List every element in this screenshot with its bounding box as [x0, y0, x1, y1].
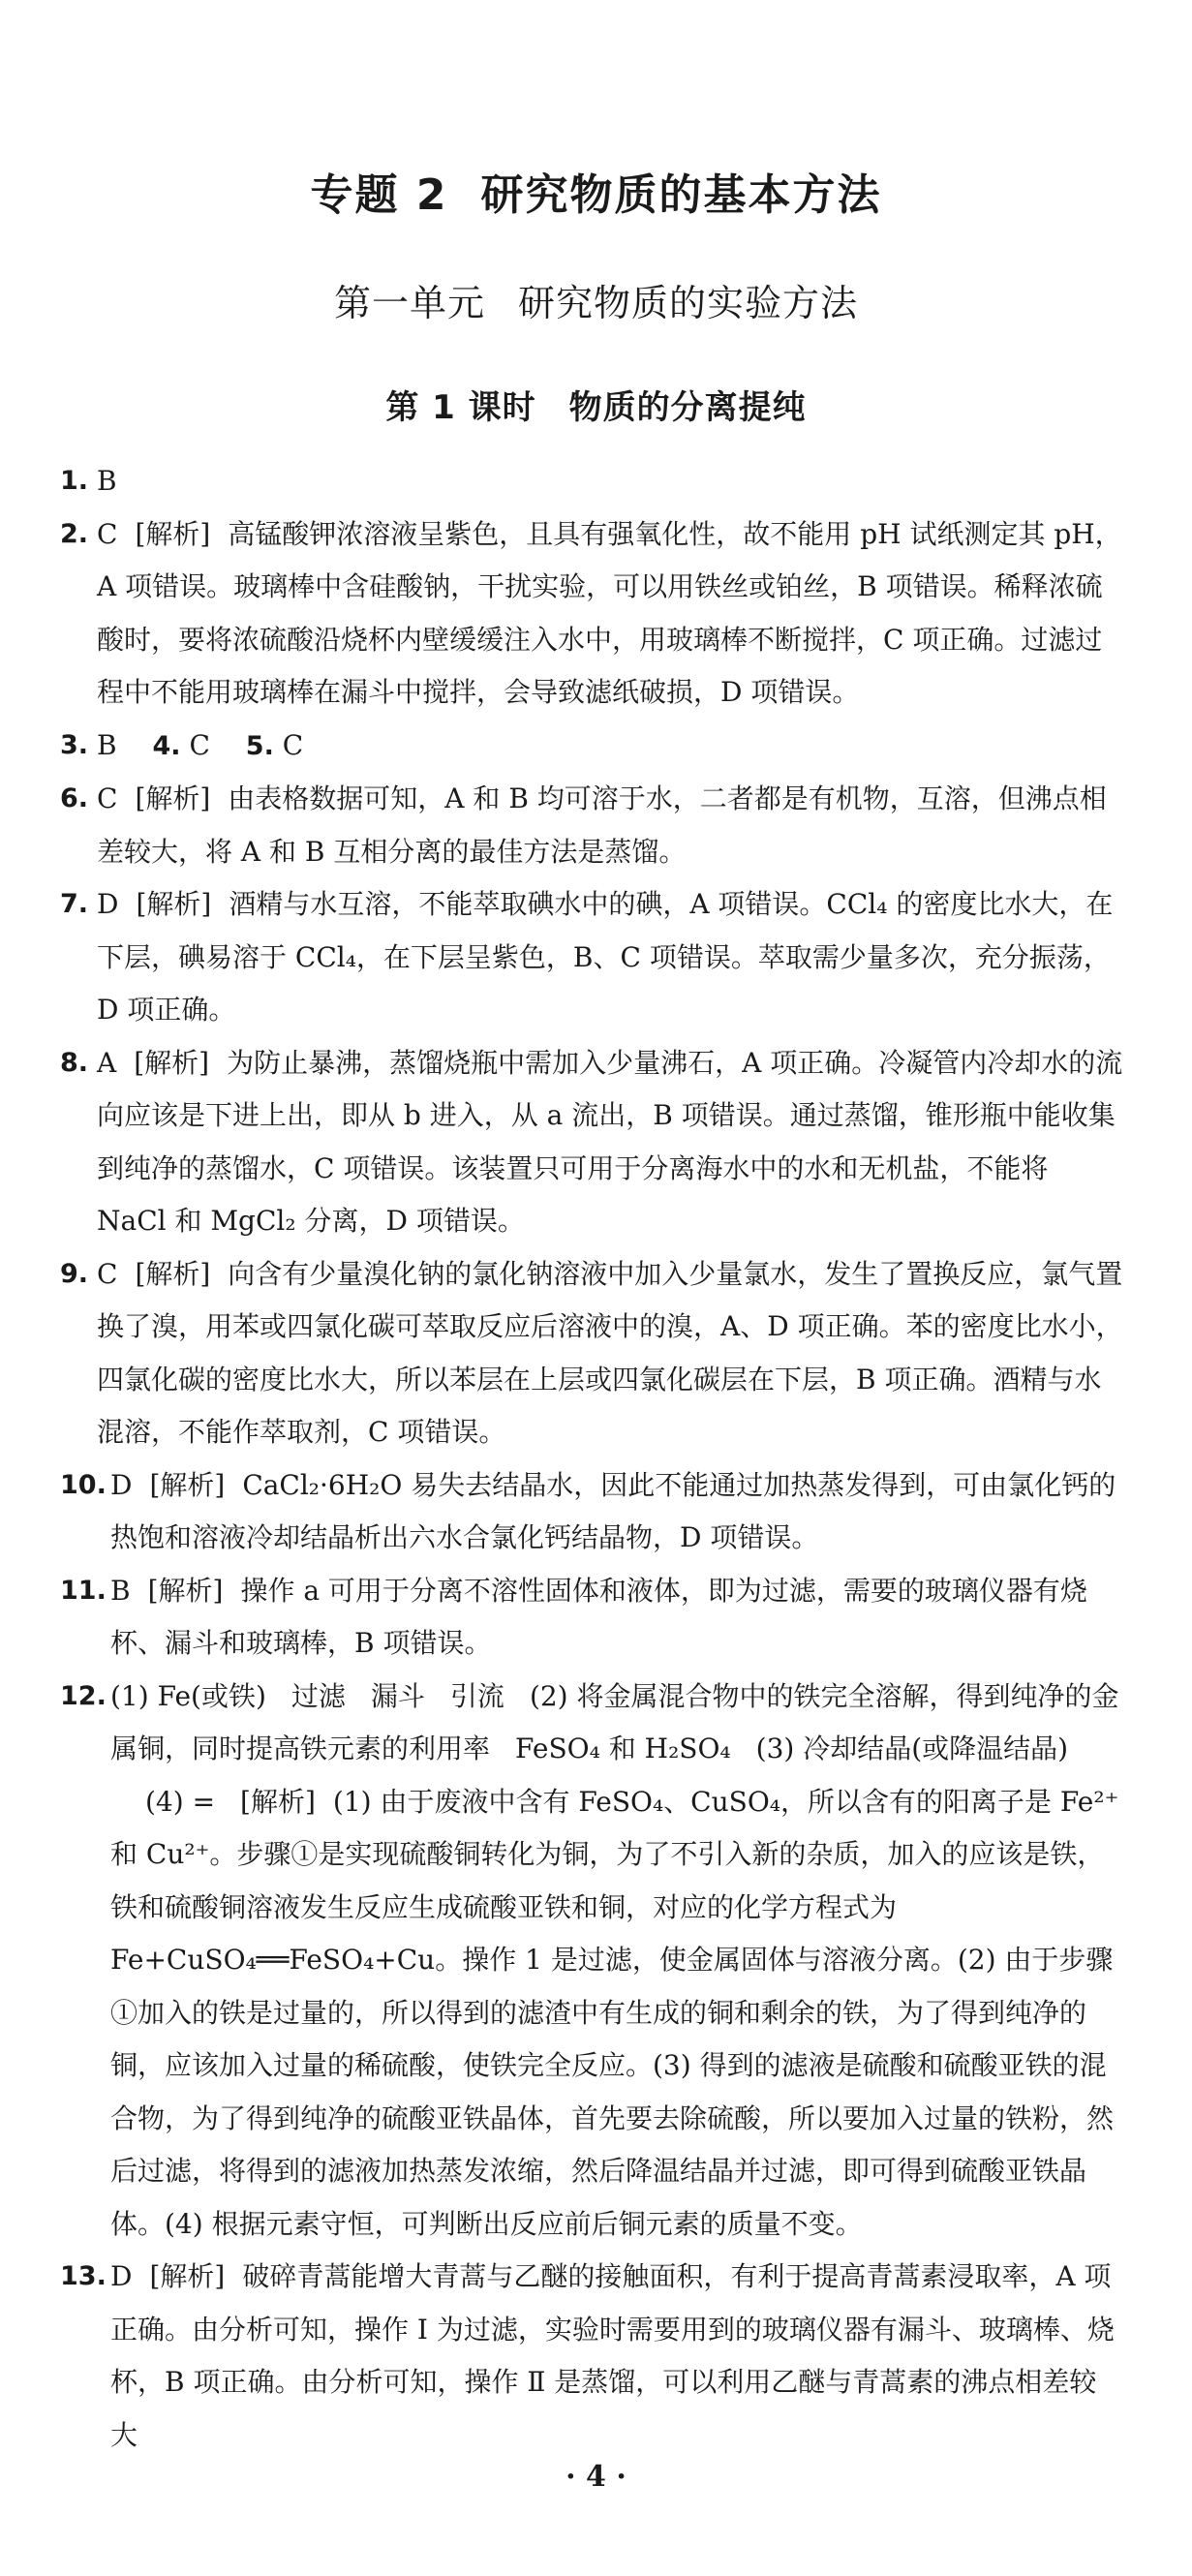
answer-item-13 [60, 2251, 1123, 2462]
item-answer: C [282, 728, 304, 761]
item-answer: D [97, 888, 119, 920]
item-number: 8. [60, 1047, 89, 1078]
analysis-text: 由表格数据可知，A 和 B 均可溶于水，二者都是有机物，互溶，但沸点相差较大，将 A 和 B 互相分离的最佳方法是蒸馏。 [97, 782, 1107, 868]
item-answer: D [110, 1468, 133, 1501]
topic-heading [0, 160, 1192, 222]
analysis-tag: [解析] [135, 782, 211, 814]
analysis-text: CaCl₂·6H₂O 易失去结晶水，因此不能通过加热蒸发得到，可由氯化钙的热饱和溶液冷却结晶析出六水合氯化钙结晶物，D 项错误。 [110, 1468, 1116, 1553]
analysis-text: 高锰酸钾浓溶液呈紫色，且具有强氧化性，故不能用 pH 试纸测定其 pH，A 项错误。玻璃棒中含硅酸钠，干扰实验，可以用铁丝或铂丝，B 项错误。稀释浓硫酸时，要将浓硫酸沿烧杯内壁缓缓注入水中，用玻璃棒不断搅拌，C 项正确。过滤过程中不能用玻璃棒在漏斗中搅拌，会导致滤纸破损，D 项错误。 [97, 517, 1122, 708]
analysis-tag: [解析] [136, 888, 212, 920]
answer-item-3-5 [60, 720, 1123, 774]
analysis-text: 破碎青蒿能增大青蒿与乙醚的接触面积，有利于提高青蒿素浸取率，A 项正确。由分析可知，操作 Ⅰ 为过滤，实验时需要用到的玻璃仪器有漏斗、玻璃棒、烧杯，B 项正确。由分析可知，操作 Ⅱ 是蒸馏，可以利用乙醚与青蒿素的沸点相差较大 [110, 2260, 1115, 2451]
page-number: · 4 · [565, 2460, 627, 2494]
item-answer: B [110, 1574, 131, 1607]
answer-part-4: (4) = [145, 1785, 216, 1818]
item-number: 4. [152, 730, 181, 761]
analysis-text: 酒精与水互溶，不能萃取碘水中的碘，A 项错误。CCl₄ 的密度比水大，在下层，碘易溶于 CCl₄，在下层呈紫色，B、C 项错误。萃取需少量多次，充分振荡，D 项正确。 [97, 888, 1114, 1026]
item-number: 1. [60, 466, 89, 496]
answer-item-9 [60, 1248, 1123, 1459]
answer-item-7 [60, 878, 1123, 1037]
unit-title: 研究物质的实验方法 [518, 282, 859, 324]
analysis-text: 为防止暴沸，蒸馏烧瓶中需加入少量沸石，A 项正确。冷凝管内冷却水的流向应该是下进上出，即从 b 进入，从 a 流出，B 项错误。通过蒸馏，锥形瓶中能收集到纯净的蒸馏水，C 项错误。该装置只可用于分离海水中的水和无机盐，不能将 NaCl 和 MgCl₂ 分离，D 项错误。 [97, 1046, 1123, 1237]
answer-item-2 [60, 508, 1123, 720]
analysis-tag: [解析] [135, 1257, 211, 1290]
item-number: 6. [60, 783, 89, 813]
analysis-text: (1) 由于废液中含有 FeSO₄、CuSO₄，所以含有的阳离子是 Fe²⁺ 和 Cu²⁺。步骤①是实现硫酸铜转化为铜，为了不引入新的杂质，加入的应该是铁，铁和硫酸铜溶液发生反应生成硫酸亚铁和铜，对应的化学方程式为 Fe+CuSO₄══FeSO₄+Cu。操作 1 是过滤，使金属固体与溶液分离。(2) 由于步骤①加入的铁是过量的，所以得到的滤渣中有生成的铜和剩余的铁，为了得到纯净的铜，应该加入过量的稀硫酸，使铁完全反应。(3) 得到的滤液是硫酸和硫酸亚铁的混合物，为了得到纯净的硫酸亚铁晶体，首先要去除硫酸，所以要加入过量的铁粉，然后过滤，将得到的滤液加热蒸发浓缩，然后降温结晶并过滤，即可得到硫酸亚铁晶体。(4) 根据元素守恒，可判断出反应前后铜元素的质量不变。 [110, 1785, 1119, 2240]
answer-part-1: (1) Fe(或铁) [110, 1679, 266, 1712]
answer-item-8 [60, 1037, 1123, 1248]
item-number: 9. [60, 1258, 89, 1289]
unit-number: 第一单元 [333, 282, 485, 324]
analysis-tag: [解析] [147, 1574, 224, 1607]
item-number: 12. [60, 1680, 107, 1711]
topic-number: 专题 2 [310, 170, 448, 220]
analysis-tag: [解析] [240, 1785, 316, 1818]
answer-part-3: (3) 冷却结晶(或降温结晶) [755, 1733, 1069, 1764]
lesson-number: 第 1 课时 [385, 388, 536, 427]
answer-part-2: (2) 将金属混合物中的铁完全溶解，得到纯净的金属铜，同时提高铁元素的利用率 [110, 1679, 1119, 1764]
topic-title: 研究物质的基本方法 [480, 170, 882, 220]
answer-item-10 [60, 1459, 1123, 1565]
answer-part-1d: 引流 [449, 1679, 504, 1712]
item-number: 13. [60, 2261, 107, 2291]
item-number: 2. [60, 518, 89, 549]
analysis-tag: [解析] [149, 2260, 226, 2292]
analysis-tag: [解析] [149, 1468, 226, 1501]
answer-part-1b: 过滤 [290, 1679, 346, 1712]
item-number: 3. [60, 729, 89, 760]
item-answer: A [97, 1046, 117, 1079]
item-answer: B [97, 728, 117, 761]
answer-list [60, 455, 1123, 2462]
item-number: 7. [60, 889, 89, 919]
analysis-text: 向含有少量溴化钠的氯化钠溶液中加入少量氯水，发生了置换反应，氯气置换了溴，用苯或四氯化碳可萃取反应后溶液中的溴，A、D 项正确。苯的密度比水小，四氯化碳的密度比水大，所以苯层在上层或四氯化碳层在下层，B 项正确。酒精与水混溶，不能作萃取剂，C 项错误。 [97, 1257, 1123, 1448]
lesson-title: 物质的分离提纯 [568, 388, 807, 427]
item-answer: C [97, 517, 118, 550]
answer-item-11 [60, 1565, 1123, 1671]
item-answer: C [97, 1257, 118, 1290]
unit-heading [0, 273, 1192, 326]
analysis-tag: [解析] [134, 1046, 210, 1079]
answer-part-1c: 漏斗 [370, 1679, 425, 1712]
analysis-tag: [解析] [135, 517, 211, 550]
answer-part-2b: FeSO₄ 和 H₂SO₄ [515, 1733, 731, 1764]
item-answer: C [189, 728, 210, 761]
item-answer: D [110, 2260, 133, 2292]
analysis-text: 操作 a 可用于分离不溶性固体和液体，即为过滤，需要的玻璃仪器有烧杯、漏斗和玻璃棒，B 项错误。 [110, 1574, 1087, 1659]
answer-item-6 [60, 773, 1123, 878]
item-answer: C [97, 782, 118, 814]
item-number: 10. [60, 1469, 107, 1500]
answer-item-1 [60, 455, 1123, 508]
item-number: 11. [60, 1575, 107, 1606]
item-answer: B [97, 465, 117, 497]
lesson-heading [0, 381, 1192, 428]
item-number: 5. [245, 730, 274, 761]
answer-item-12 [60, 1671, 1123, 2252]
